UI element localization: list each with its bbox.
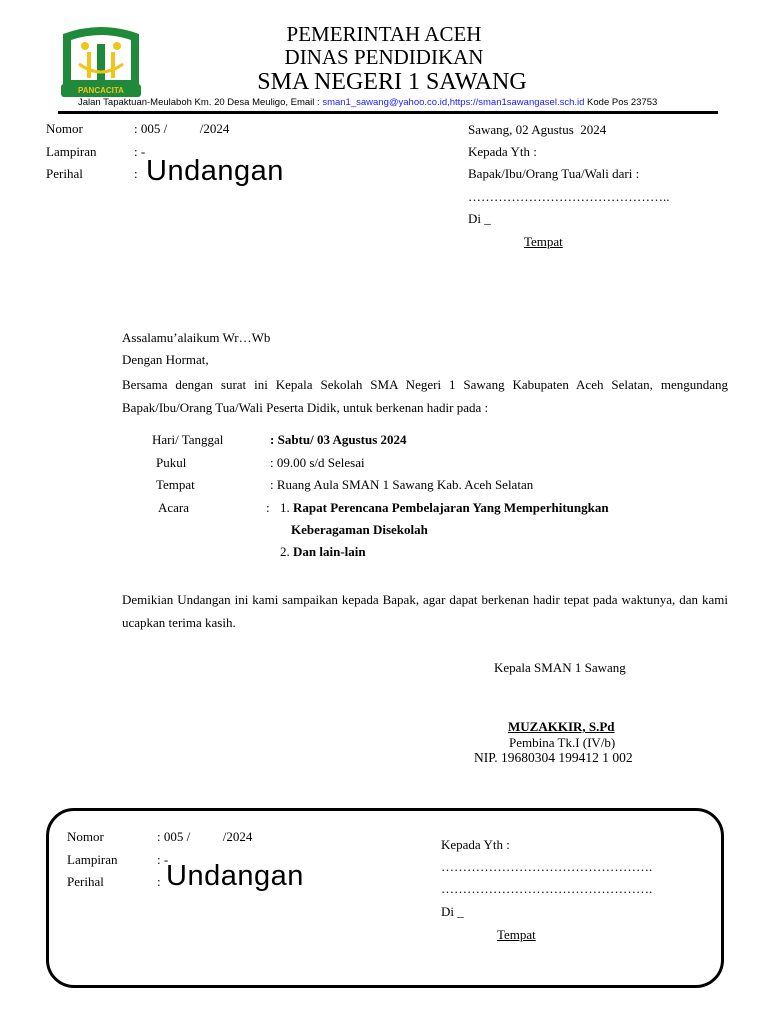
letter-date: Sawang, 02 Agustus 2024 [468, 122, 607, 137]
nomor-label: Nomor [46, 121, 83, 136]
nomor-value: : 005 / /2024 [134, 121, 230, 136]
recipient-di: Di _ [468, 211, 491, 226]
signature-name: MUZAKKIR, S.Pd [508, 719, 615, 734]
tempat-label: Tempat [156, 477, 195, 492]
website-link[interactable]: https://sman1sawangasel.sch.id [449, 97, 585, 108]
pukul-value: : 09.00 s/d Selesai [270, 455, 365, 470]
envelope-lampiran-label: Lampiran [67, 852, 118, 867]
envelope-dots-1: …………………………………………. [441, 859, 653, 874]
recipient-dots: ……………………………………….. [468, 189, 670, 204]
acara-colon: : [266, 500, 270, 515]
hari-label: Hari/ Tanggal [152, 432, 224, 447]
logo-banner-text: PANCACITA [78, 86, 124, 95]
header-line-school: SMA NEGERI 1 SAWANG [257, 69, 527, 95]
acara-label: Acara [158, 500, 190, 515]
envelope-nomor-value: : 005 / /2024 [157, 829, 253, 844]
salutation: Dengan Hormat, [122, 352, 209, 367]
lampiran-label: Lampiran [46, 144, 97, 159]
intro-paragraph: Bersama dengan surat ini Kepala Sekolah SMA Negeri 1 Sawang Kabupaten Aceh Selatan, mengundang Bapak/Ibu/Orang Tua/Wali Peserta Didik, untuk berkenan hadir pada : [122, 377, 728, 415]
perihal-colon: : [134, 166, 138, 181]
perihal-label: Perihal [46, 166, 83, 181]
tempat-value: : Ruang Aula SMAN 1 Sawang Kab. Aceh Selatan [270, 477, 534, 492]
address-postcode: Kode Pos 23753 [587, 97, 658, 108]
perihal-value: Undangan [146, 155, 284, 187]
header-address [78, 97, 657, 108]
greeting: Assalamu’alaikum Wr…Wb [122, 330, 271, 345]
envelope-di: Di _ [441, 904, 464, 919]
signature-rank: Pembina Tk.I (IV/b) [509, 735, 616, 750]
header-line-government: PEMERINTAH ACEH [286, 22, 482, 46]
acara-item2: Dan lain-lain [293, 544, 366, 559]
lampiran-value: : - [134, 144, 146, 159]
envelope-perihal-label: Perihal [67, 874, 104, 889]
envelope-dots-2: …………………………………………. [441, 881, 653, 896]
header-line-department: DINAS PENDIDIKAN [284, 45, 484, 69]
pukul-label: Pukul [156, 455, 187, 470]
signature-title: Kepala SMAN 1 Sawang [494, 660, 626, 675]
hari-value: : Sabtu/ 03 Agustus 2024 [270, 432, 407, 447]
acara-item1-line1: Rapat Perencana Pembelajaran Yang Memperhitungkan [293, 500, 609, 515]
acara-item1-number: 1. [280, 500, 290, 515]
closing-paragraph: Demikian Undangan ini kami sampaikan kepada Bapak, agar dapat berkenan hadir tepat pada waktunya, dan kami ucapkan terima kasih. [122, 592, 728, 630]
acara-item1-line2: Keberagaman Disekolah [291, 522, 428, 537]
header-divider [58, 111, 718, 114]
address-prefix: Jalan Tapaktuan-Meulaboh Km. 20 Desa Meuligo, Email : [78, 97, 320, 108]
recipient-parents: Bapak/Ibu/Orang Tua/Wali dari : [468, 166, 640, 181]
email-link[interactable]: sman1_sawang@yahoo.co.id, [322, 97, 450, 108]
envelope-lampiran-value: : - [157, 852, 169, 867]
envelope-tempat: Tempat [497, 927, 536, 942]
envelope-recipient-to: Kepada Yth : [441, 837, 510, 852]
envelope-box [46, 808, 724, 988]
acara-item2-number: 2. [280, 544, 290, 559]
envelope-nomor-label: Nomor [67, 829, 104, 844]
envelope-perihal-value: Undangan [166, 860, 304, 892]
hari-value-text: Sabtu/ 03 Agustus 2024 [277, 432, 407, 447]
recipient-to: Kepada Yth : [468, 144, 537, 159]
recipient-tempat: Tempat [524, 234, 563, 249]
envelope-perihal-colon: : [157, 874, 161, 889]
signature-nip: NIP. 19680304 199412 1 002 [474, 750, 633, 765]
